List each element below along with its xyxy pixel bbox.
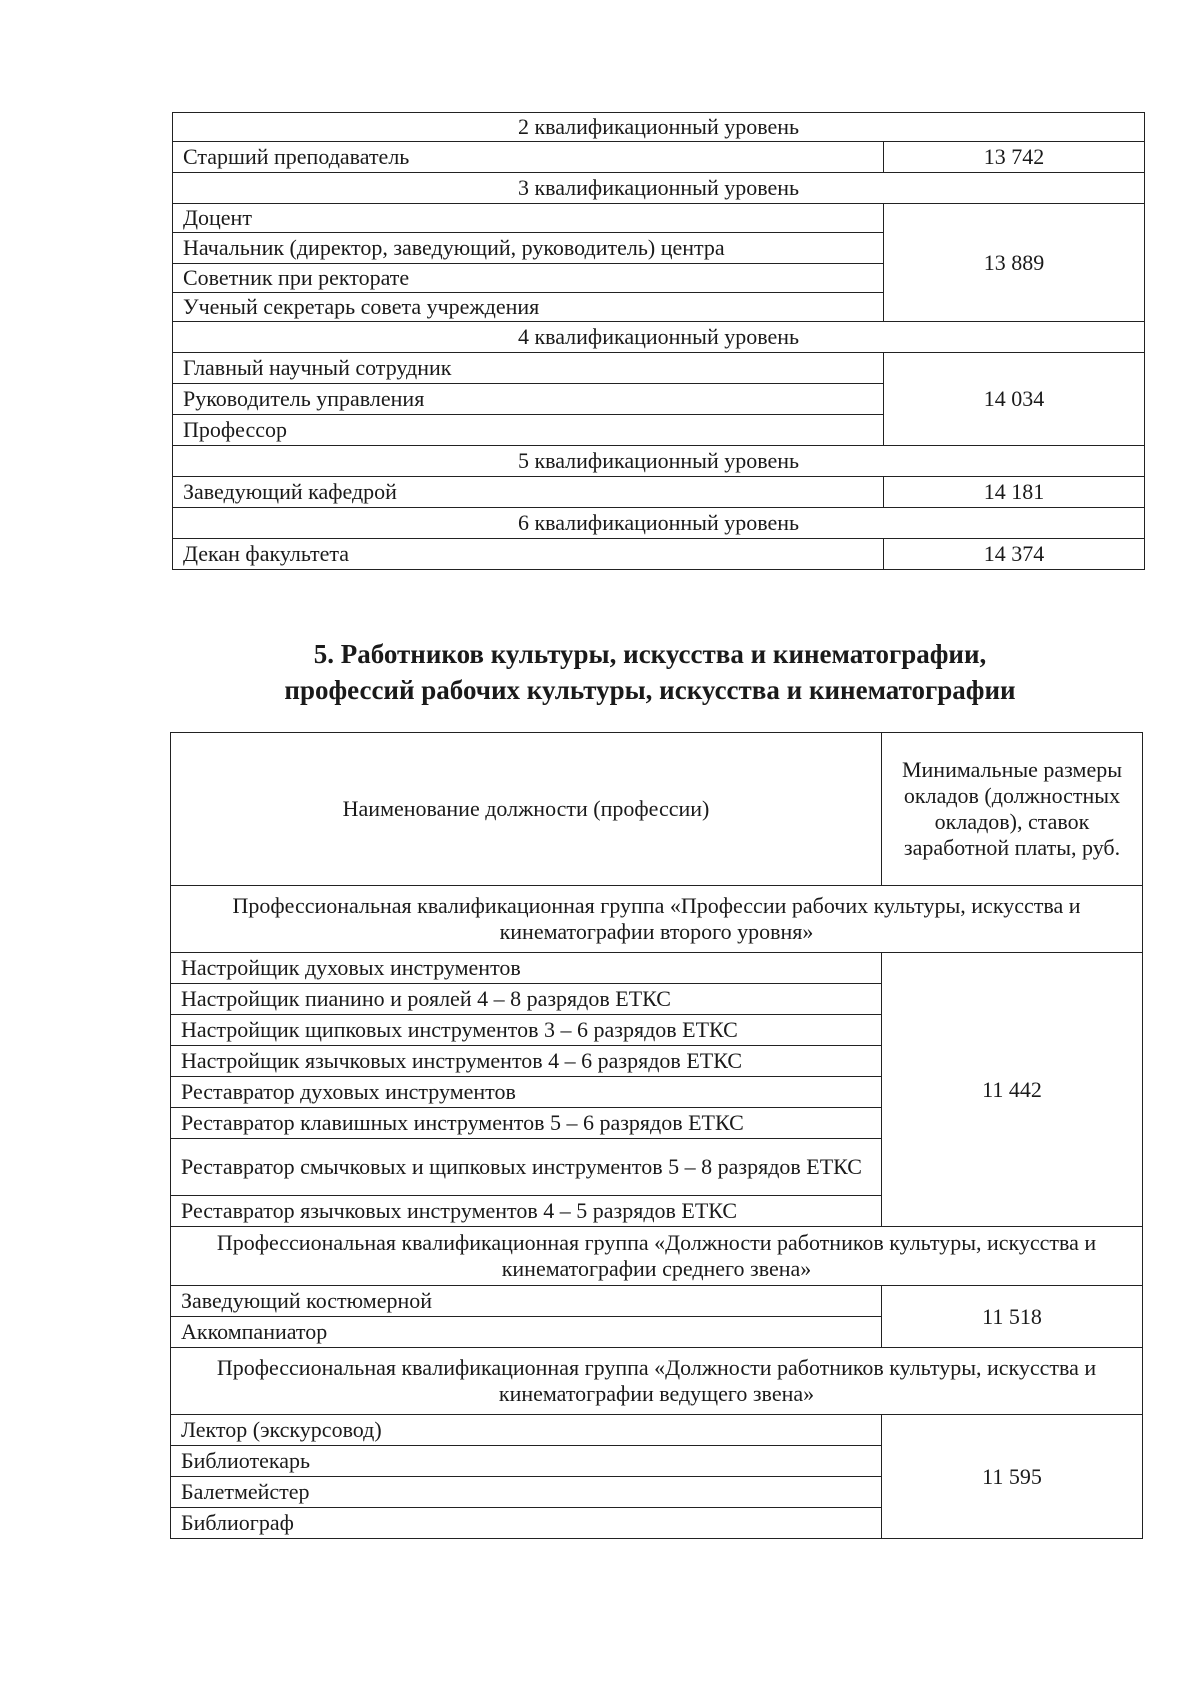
position-cell: Реставратор клавишных инструментов 5 – 6 разрядов ЕТКС [171,1108,882,1139]
salary-cell: 11 518 [882,1286,1143,1348]
salary-cell: 14 034 [884,353,1145,446]
position-cell: Реставратор духовых инструментов [171,1077,882,1108]
position-cell: Доцент [173,204,884,233]
position-cell: Заведующий костюмерной [171,1286,882,1317]
level-header: 6 квалификационный уровень [173,508,1145,539]
position-cell: Лектор (экскурсовод) [171,1415,882,1446]
section-title-line: 5. Работников культуры, искусства и кинематографии, [313,639,987,669]
position-cell: Руководитель управления [173,384,884,415]
position-cell: Реставратор язычковых инструментов 4 – 5 разрядов ЕТКС [171,1196,882,1227]
position-cell: Библиотекарь [171,1446,882,1477]
salary-cell: 13 889 [884,204,1145,322]
position-cell: Декан факультета [173,539,884,570]
level-header: 5 квалификационный уровень [173,446,1145,477]
column-header-salary: Минимальные размеры окладов (должностных окладов), ставок заработной платы, руб. [882,733,1143,886]
position-cell: Балетмейстер [171,1477,882,1508]
salary-table-continued [172,112,1145,570]
group-header: Профессиональная квалификационная группа «Должности работников культуры, искусства и кинематографии ведущего звена» [171,1348,1143,1415]
position-cell: Настройщик духовых инструментов [171,953,882,984]
position-cell: Ученый секретарь совета учреждения [173,293,884,322]
salary-cell: 14 181 [884,477,1145,508]
level-header: 4 квалификационный уровень [173,322,1145,353]
salary-cell: 13 742 [884,142,1145,173]
group-header: Профессиональная квалификационная группа «Профессии рабочих культуры, искусства и кинематографии второго уровня» [171,886,1143,953]
position-cell: Библиограф [171,1508,882,1539]
position-cell: Заведующий кафедрой [173,477,884,508]
level-header: 3 квалификационный уровень [173,173,1145,204]
group-header: Профессиональная квалификационная группа «Должности работников культуры, искусства и кинематографии среднего звена» [171,1227,1143,1286]
salary-cell: 11 442 [882,953,1143,1227]
section-title-line: профессий рабочих культуры, искусства и кинематографии [284,675,1016,705]
position-cell: Настройщик пианино и роялей 4 – 8 разрядов ЕТКС [171,984,882,1015]
position-cell: Начальник (директор, заведующий, руководитель) центра [173,233,884,264]
column-header-name: Наименование должности (профессии) [171,733,882,886]
level-header: 2 квалификационный уровень [173,113,1145,142]
position-cell: Реставратор смычковых и щипковых инструментов 5 – 8 разрядов ЕТКС [171,1139,882,1196]
position-cell: Аккомпаниатор [171,1317,882,1348]
salary-cell: 11 595 [882,1415,1143,1539]
position-cell: Советник при ректорате [173,264,884,293]
position-cell: Настройщик язычковых инструментов 4 – 6 разрядов ЕТКС [171,1046,882,1077]
position-cell: Главный научный сотрудник [173,353,884,384]
position-cell: Старший преподаватель [173,142,884,173]
culture-salary-table [170,732,1143,1539]
position-cell: Настройщик щипковых инструментов 3 – 6 разрядов ЕТКС [171,1015,882,1046]
salary-cell: 14 374 [884,539,1145,570]
section-heading [150,636,1150,708]
position-cell: Профессор [173,415,884,446]
